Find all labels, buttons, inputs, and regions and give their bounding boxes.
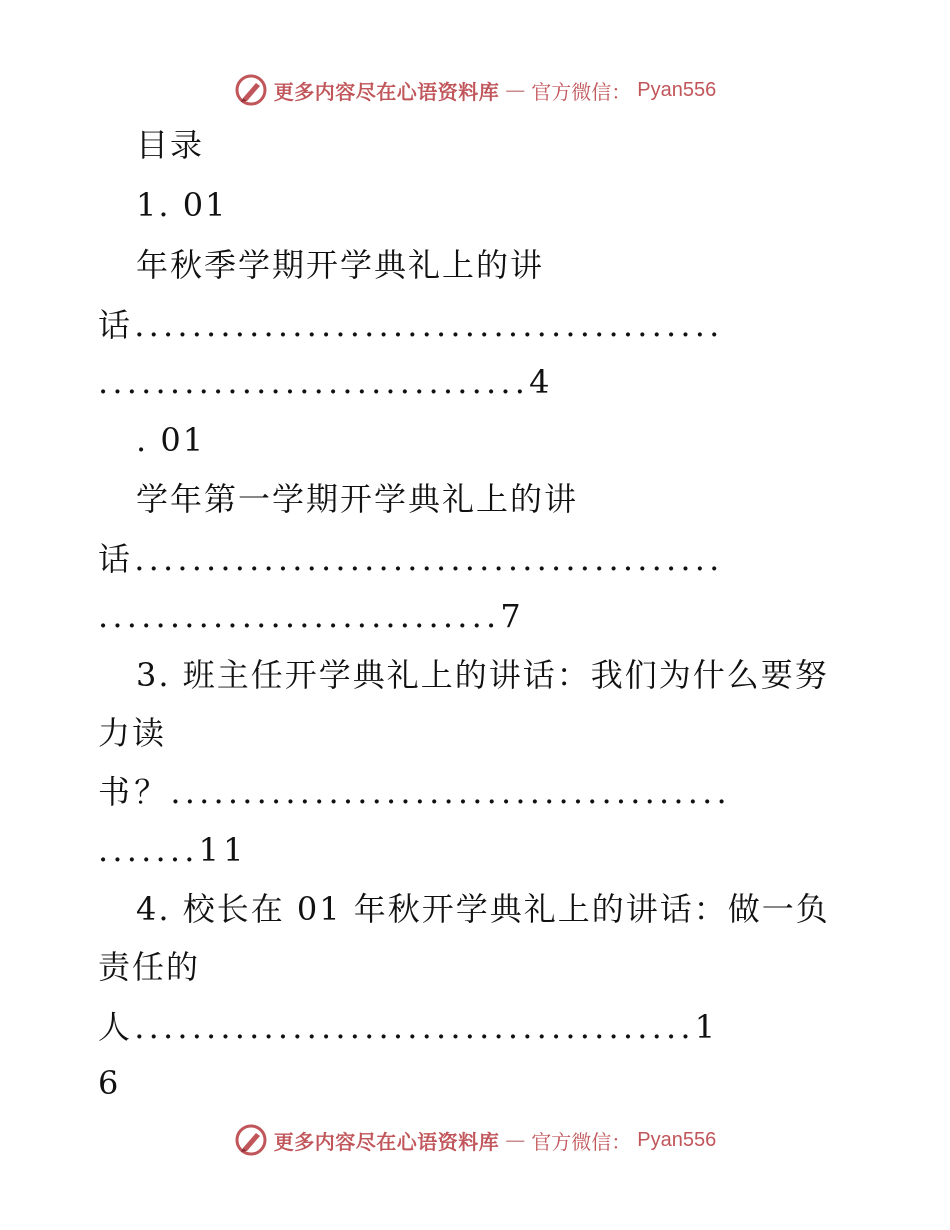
watermark-wechat-id: Pyan556 [637,1128,717,1151]
toc-leader-line: ............................7 [98,597,525,635]
toc-line: 学年第一学期开学典礼上的讲 [136,480,579,518]
watermark-wechat-label: 官方微信： [531,79,632,104]
toc-line: 4. 校长在 01 年秋开学典礼上的讲话：做一负 [136,890,830,928]
toc-line: 6 [98,1064,121,1102]
toc-leader-line: 话......................................... [98,540,724,578]
toc-line: 年秋季学期开学典礼上的讲 [136,246,545,284]
pen-logo-icon [234,1123,268,1157]
toc-leader-line: 话......................................... [98,306,724,344]
watermark-separator: — [505,78,526,102]
footer-watermark [0,1120,950,1160]
watermark-wechat-label: 官方微信： [531,1129,632,1154]
toc-leader-line: 书？....................................... [98,773,731,811]
watermark-wechat-id: Pyan556 [637,78,717,101]
toc-leader-line: .......11 [98,831,248,869]
toc-line: 力读 [98,714,167,752]
toc-leader-line: 人.......................................1 [98,1008,720,1046]
toc-line: 责任的 [98,948,201,986]
watermark-brand: 更多内容尽在心语资料库 [273,79,500,104]
watermark-brand: 更多内容尽在心语资料库 [273,1129,500,1154]
watermark-separator: — [505,1128,526,1152]
toc-title: 目录 [136,126,205,164]
toc-line: . 01 [136,421,206,459]
toc-line: 3. 班主任开学典礼上的讲话：我们为什么要努 [136,656,829,694]
toc-leader-line: ..............................4 [98,363,554,401]
toc-line: 1. 01 [136,186,228,224]
